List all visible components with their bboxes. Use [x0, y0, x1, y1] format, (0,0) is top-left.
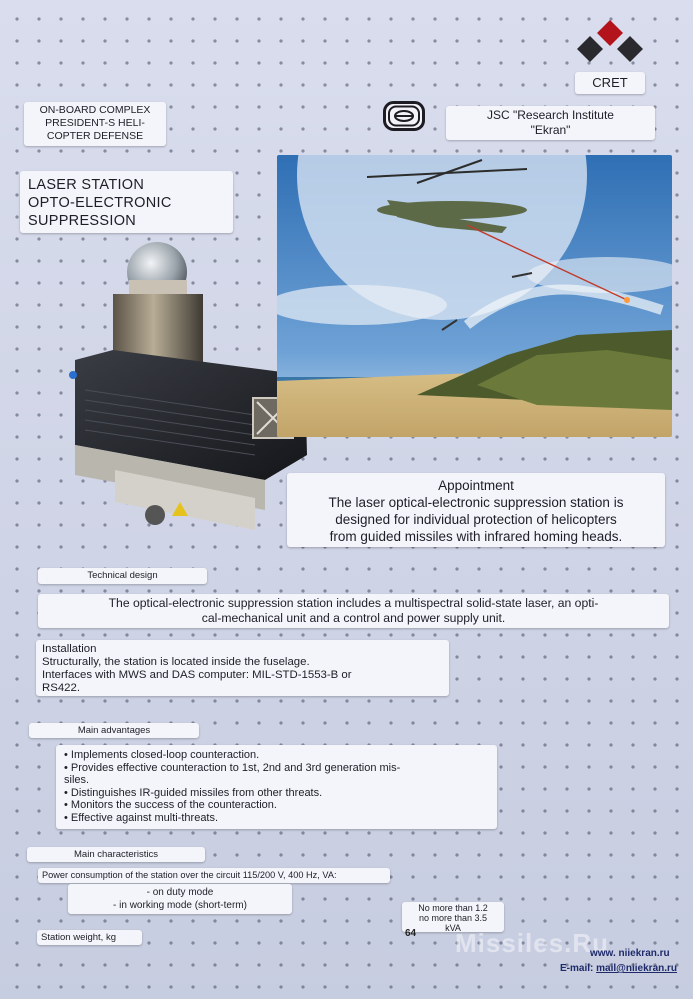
- weight-value: 64: [405, 928, 417, 939]
- title-line: LASER STATION: [28, 177, 145, 193]
- ekran-logo-icon: [383, 101, 425, 131]
- complex-name-label: [24, 102, 166, 146]
- page-title: [20, 171, 233, 233]
- technical-line: cal-mechanical unit and a control and power supply unit.: [201, 611, 506, 625]
- appointment-heading: Appointment: [438, 478, 514, 493]
- technical-design-text: [38, 594, 669, 628]
- email-row: [560, 963, 677, 974]
- appointment-line: The laser optical-electronic suppression station is: [328, 495, 624, 510]
- installation-line: Structurally, the station is located inside the fuselage.: [42, 656, 310, 668]
- company-line: "Ekran": [530, 123, 571, 137]
- power-value: kVA: [445, 923, 461, 933]
- complex-line: ON-BOARD COMPLEX: [39, 104, 151, 116]
- website-link[interactable]: www. niiekran.ru: [590, 948, 670, 959]
- advantage-item: • Provides effective counteraction to 1st, 2nd and 3rd generation mis-: [64, 761, 401, 774]
- installation-heading: Installation: [42, 643, 97, 655]
- power-value: no more than 3.5: [418, 913, 488, 923]
- company-line: JSC "Research Institute: [487, 108, 614, 122]
- power-value: No more than 1.2: [418, 903, 488, 913]
- power-modes: [68, 884, 292, 914]
- advantage-item: • Distinguishes IR-guided missiles from other threats.: [64, 786, 323, 799]
- watermark: Missiles.Ru: [455, 928, 610, 958]
- helicopter-scene-image: [277, 155, 672, 437]
- cret-logo-icon: [575, 18, 645, 72]
- technical-line: The optical-electronic suppression station includes a multispectral solid-state laser, an opti-: [108, 596, 599, 610]
- complex-line: COPTER DEFENSE: [46, 130, 144, 142]
- technical-design-heading: Technical design: [38, 568, 207, 584]
- email-label: E-mail:: [560, 963, 597, 974]
- mode-item: - in working mode (short-term): [113, 900, 247, 911]
- email-link[interactable]: mail@niiekran.ru: [596, 963, 678, 974]
- appointment-line: designed for individual protection of helicopters: [335, 512, 617, 527]
- advantages-list: [56, 745, 497, 829]
- laser-station-device-image: [55, 240, 315, 540]
- weight-label: Station weight, kg: [37, 930, 142, 945]
- company-name-label: [446, 106, 655, 140]
- cret-label: CRET: [575, 72, 645, 94]
- characteristics-heading: Main characteristics: [27, 847, 205, 862]
- complex-line: PRESIDENT-S HELI-: [45, 117, 145, 129]
- advantages-heading: Main advantages: [29, 723, 199, 738]
- advantage-item: siles.: [64, 774, 90, 787]
- advantage-item: • Effective against multi-threats.: [64, 811, 219, 824]
- mode-item: - on duty mode: [146, 887, 214, 898]
- installation-line: RS422.: [42, 682, 80, 694]
- title-line: SUPPRESSION: [28, 213, 137, 229]
- power-consumption-label: Power consumption of the station over the circuit 115/200 V, 400 Hz, VA:: [38, 868, 390, 883]
- installation-section: [36, 640, 449, 696]
- advantage-item: • Monitors the success of the counteraction.: [64, 799, 277, 812]
- advantage-item: • Implements closed-loop counteraction.: [64, 749, 260, 761]
- installation-line: Interfaces with MWS and DAS computer: MIL-STD-1553-B or: [42, 669, 352, 681]
- appointment-line: from guided missiles with infrared homing heads.: [329, 529, 623, 544]
- appointment-section: [287, 473, 665, 547]
- title-line: OPTO-ELECTRONIC: [28, 195, 172, 211]
